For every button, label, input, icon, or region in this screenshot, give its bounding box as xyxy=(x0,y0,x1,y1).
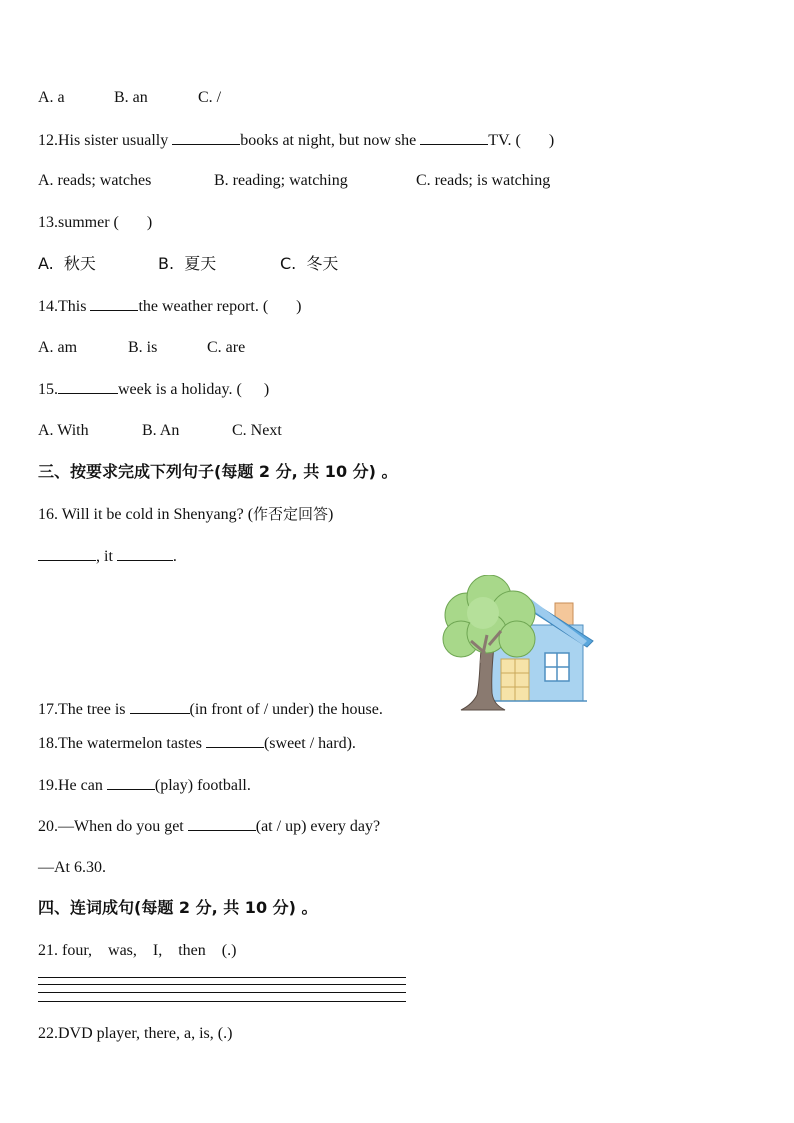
q18-text-pre: 18.The watermelon tastes xyxy=(38,735,206,752)
q15-text-post: week is a holiday. ( xyxy=(118,381,242,398)
question-16 xyxy=(38,504,333,525)
q19-text-post: (play) football. xyxy=(154,777,251,794)
question-22: 22.DVD player, there, a, is, (.) xyxy=(38,1025,233,1042)
q12-option-b: B. reading; watching xyxy=(214,172,348,189)
question-12 xyxy=(38,130,554,151)
question-15 xyxy=(38,379,269,400)
question-13 xyxy=(38,213,152,233)
q15-option-c: C. Next xyxy=(232,422,282,439)
q16-answer-mid: , it xyxy=(96,548,117,565)
q11-option-a: A. a xyxy=(38,89,65,106)
q20-blank[interactable] xyxy=(188,816,256,831)
q21-writing-line-2[interactable] xyxy=(38,984,406,985)
question-21: 21. four, was, I, then (.) xyxy=(38,942,237,959)
q14-option-a: A. am xyxy=(38,339,78,356)
q12-option-c: C. reads; is watching xyxy=(416,172,551,189)
q19-blank[interactable] xyxy=(107,775,155,790)
q15-close-paren: ) xyxy=(263,381,270,398)
question-14 xyxy=(38,296,302,317)
q11-option-c: C. / xyxy=(198,89,222,106)
section-3-title: 三、按要求完成下列句子(每题 2 分, 共 10 分) 。 xyxy=(38,462,398,481)
q12-close-paren: ) xyxy=(548,132,555,149)
q14-blank[interactable] xyxy=(90,296,138,311)
q21-writing-line-4[interactable] xyxy=(38,1001,406,1002)
question-17 xyxy=(38,699,383,720)
section-4-title: 四、连词成句(每题 2 分, 共 10 分) 。 xyxy=(38,898,318,917)
q15-text-pre: 15. xyxy=(38,381,58,398)
q18-blank[interactable] xyxy=(206,733,264,748)
q17-blank[interactable] xyxy=(130,699,190,714)
q12-blank-2[interactable] xyxy=(420,130,488,145)
q15-option-a: A. With xyxy=(38,422,89,439)
q12-blank-1[interactable] xyxy=(172,130,240,145)
q17-text-pre: 17.The tree is xyxy=(38,701,130,718)
q17-text-post: (in front of / under) the house. xyxy=(189,701,383,718)
q16-blank-1[interactable] xyxy=(38,546,96,561)
q16-text: 16. Will it be cold in Shenyang? ( xyxy=(38,506,254,523)
q21-writing-line-3[interactable] xyxy=(38,992,406,993)
question-20 xyxy=(38,816,380,837)
house-tree-picture xyxy=(437,575,597,715)
q13-option-c: C. 冬天 xyxy=(280,254,339,273)
q13-text: 13.summer ( xyxy=(38,214,119,231)
q21-writing-line-1[interactable] xyxy=(38,977,406,978)
q12-option-a: A. reads; watches xyxy=(38,172,152,189)
q14-text-pre: 14.This xyxy=(38,298,91,315)
q19-text-pre: 19.He can xyxy=(38,777,107,794)
q12-text-pre: 12.His sister usually xyxy=(38,132,173,149)
q14-option-c: C. are xyxy=(207,339,246,356)
question-19 xyxy=(38,775,251,796)
q12-text-post: TV. ( xyxy=(488,132,521,149)
q18-text-post: (sweet / hard). xyxy=(263,735,356,752)
q16-answer-line xyxy=(38,546,177,567)
q16-instruction: 作否定回答 xyxy=(253,505,329,523)
q13-option-a: A. 秋天 xyxy=(38,254,96,273)
q20-text-post: (at / up) every day? xyxy=(255,818,381,835)
q20-text-pre: 20.—When do you get xyxy=(38,818,188,835)
q14-text-post: the weather report. ( xyxy=(138,298,269,315)
q16-blank-2[interactable] xyxy=(117,546,173,561)
q12-text-mid: books at night, but now she xyxy=(240,132,421,149)
q16-answer-end: . xyxy=(172,548,177,565)
q14-option-b: B. is xyxy=(128,339,158,356)
q16-close-paren: ) xyxy=(328,506,334,523)
q15-option-b: B. An xyxy=(142,422,180,439)
q11-option-b: B. an xyxy=(114,89,148,106)
q20-answer: —At 6.30. xyxy=(38,859,106,876)
q13-close-paren: ) xyxy=(146,214,153,231)
q15-blank[interactable] xyxy=(58,379,118,394)
question-18 xyxy=(38,733,356,754)
q14-close-paren: ) xyxy=(296,298,302,315)
q13-option-b: B. 夏天 xyxy=(158,254,217,273)
